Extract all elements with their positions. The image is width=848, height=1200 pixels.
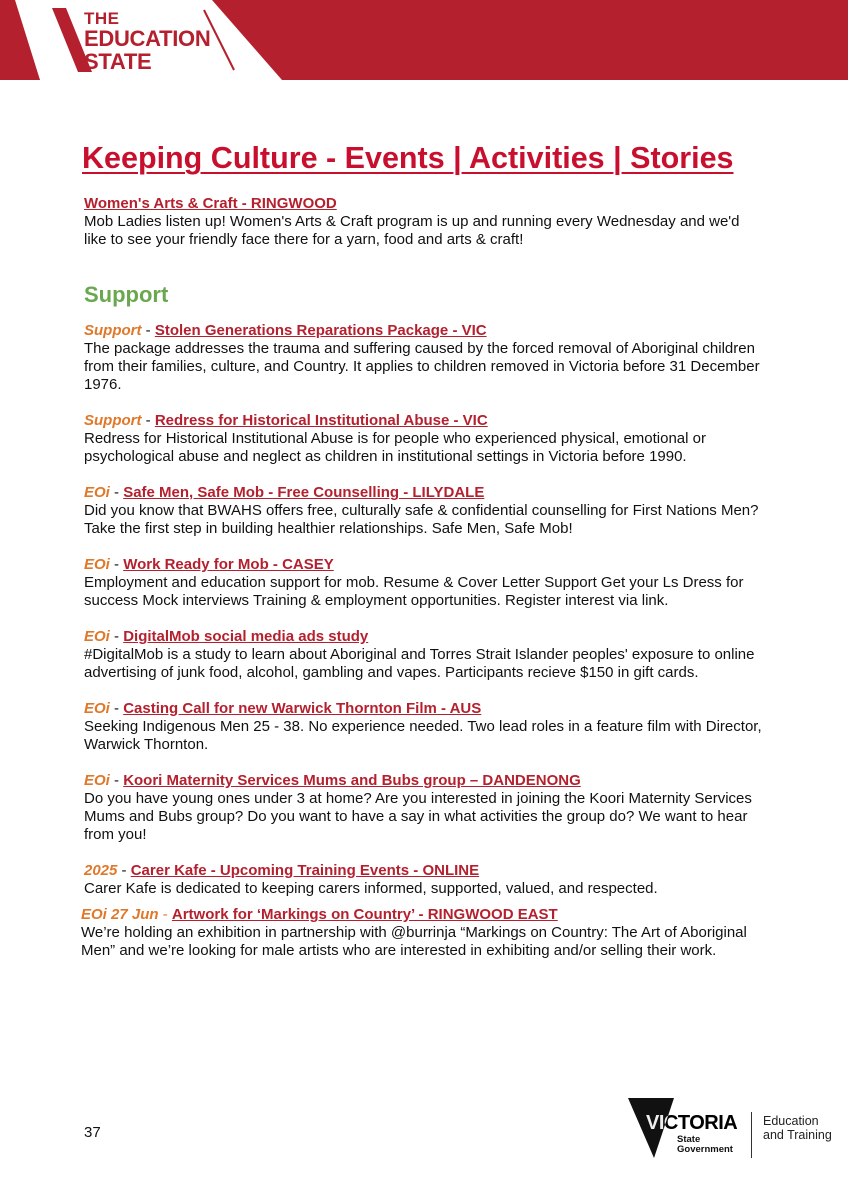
entry-stolen-generations [84,322,764,394]
entry-separator: - [141,412,155,429]
entry-tag: Support [84,322,142,339]
entry-link[interactable]: Artwork for ‘Markings on Country’ - RINGWOOD EAST [171,906,558,923]
intro-link[interactable]: Women's Arts & Craft - RINGWOOD [84,195,337,212]
header-banner [0,0,848,80]
entry-desc: We’re holding an exhibition in partnership with @burrinja “Markings on Country: The Art of Aboriginal Men” and we’re looking for male artists who are interested in exhibiting and/or selling their work. [81,924,747,959]
entry-digitalmob [84,628,764,682]
victoria-text: VICTORIA [646,1112,738,1134]
edu-line-1: Education [763,1114,819,1128]
entry-safe-men [84,484,764,538]
entry-tag: EOi [84,628,110,645]
entry-casting-call [84,700,764,754]
entry-link[interactable]: Work Ready for Mob - CASEY [123,556,334,573]
entry-desc: Did you know that BWAHS offers free, culturally safe & confidential counselling for First Nations Men? Take the first step in building healthier relationships. Safe Men, Safe Mob! [84,502,759,537]
state-line-2: Government [677,1144,733,1155]
entry-desc: Employment and education support for mob. Resume & Cover Letter Support Get your Ls Dress for success Mock interviews Training & employment opportunities. Register interest via link. [84,574,744,609]
entry-link[interactable]: Casting Call for new Warwick Thornton Film - AUS [123,700,482,717]
entry-link[interactable]: Koori Maternity Services Mums and Bubs group – DANDENONG [123,772,581,789]
entry-link[interactable]: DigitalMob social media ads study [123,628,369,645]
entry-separator: - [109,772,124,789]
entry-tag: EOi [84,772,110,789]
entry-desc: Redress for Historical Institutional Abuse is for people who experienced physical, emotional or psychological abuse and neglect as children in institutional settings in Victoria before 1990. [84,430,706,465]
entry-desc: The package addresses the trauma and suffering caused by the forced removal of Aboriginal children from their families, culture, and Country. It applies to children removed in Victoria before 31 December 1976. [84,340,760,393]
entry-link[interactable]: Safe Men, Safe Mob - Free Counselling - LILYDALE [123,484,485,501]
education-training-text [763,1114,832,1142]
entry-separator: - [158,906,172,923]
entry-link[interactable]: Carer Kafe - Upcoming Training Events - ONLINE [130,862,480,879]
education-state-logo [84,10,210,73]
entry-desc: #DigitalMob is a study to learn about Aboriginal and Torres Strait Islander peoples' exposure to online advertising of junk food, alcohol, gambling and vapes. Participants recieve $150 in gift cards. [84,646,755,681]
entry-separator: - [109,484,124,501]
entry-separator: - [109,628,124,645]
entry-carer-kafe [84,862,764,898]
content-body [81,195,764,960]
victoria-wordmark [646,1112,737,1135]
entry-link[interactable]: Stolen Generations Reparations Package - VIC [154,322,487,339]
state-line-1: State [677,1134,701,1145]
entry-tag: EOi [84,484,110,501]
brand-line-1: THE [84,9,120,28]
entry-tag: EOi 27 Jun [81,906,159,923]
entry-link[interactable]: Redress for Historical Institutional Abuse - VIC [154,412,488,429]
entry-tag: 2025 [84,862,118,879]
entry-desc: Carer Kafe is dedicated to keeping carers informed, supported, valued, and respected. [84,880,658,897]
entry-redress [84,412,764,466]
support-heading: Support [84,282,169,307]
entry-markings-on-country [81,906,764,960]
intro-entry [84,195,764,249]
page-number: 37 [84,1124,101,1141]
entry-koori-maternity [84,772,764,844]
entry-tag: Support [84,412,142,429]
entry-separator: - [117,862,131,879]
entry-work-ready [84,556,764,610]
entry-separator: - [109,556,124,573]
entry-desc: Do you have young ones under 3 at home? Are you interested in joining the Koori Maternity Services Mums and Bubs group? Do you want to have a say in what activities the group do? We want to hear from you! [84,790,752,843]
page-title: Keeping Culture - Events | Activities | Stories [82,141,734,175]
entry-separator: - [109,700,124,717]
entry-tag: EOi [84,700,110,717]
intro-desc: Mob Ladies listen up! Women's Arts & Craft program is up and running every Wednesday and we'd like to see your friendly face there for a yarn, food and arts & craft! [84,213,740,248]
brand-line-3: STATE [84,49,152,74]
footer-divider [751,1112,752,1158]
entry-separator: - [141,322,155,339]
entry-desc: Seeking Indigenous Men 25 - 38. No experience needed. Two lead roles in a feature film with Director, Warwick Thornton. [84,718,762,753]
entry-tag: EOi [84,556,110,573]
brand-line-2: EDUCATION [84,26,211,51]
state-government-text [677,1135,733,1155]
edu-line-2: and Training [763,1128,832,1142]
